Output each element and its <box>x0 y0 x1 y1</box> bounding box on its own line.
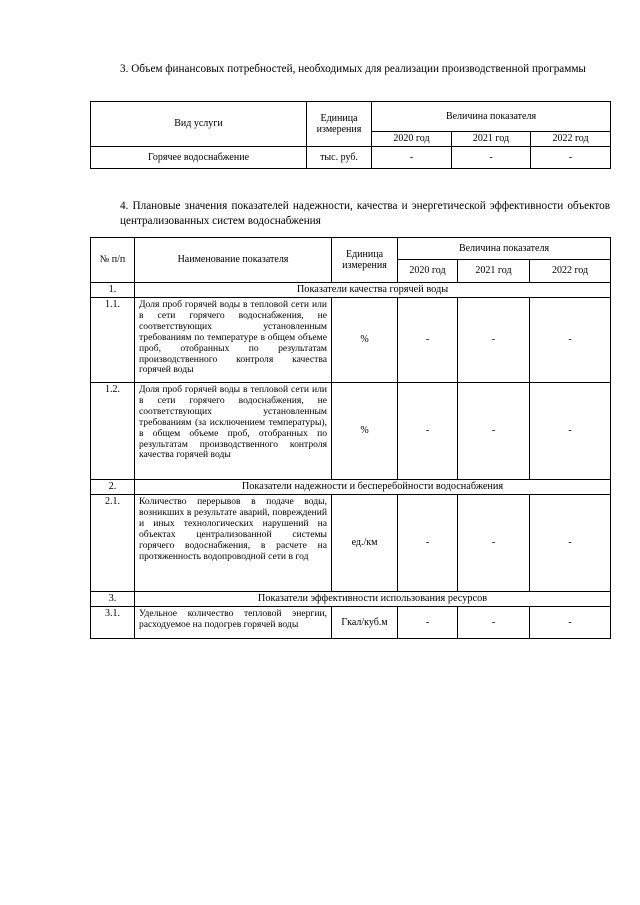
header-unit: Единица измерения <box>332 238 398 283</box>
section-number: 1. <box>91 283 135 298</box>
table-row <box>91 495 611 592</box>
header-year-2021: 2021 год <box>452 132 531 147</box>
row-number: 1.1. <box>91 298 135 383</box>
header-year-2021: 2021 год <box>458 260 530 283</box>
table-row <box>91 147 611 169</box>
value-cell: - <box>372 147 452 169</box>
header-year-2020: 2020 год <box>372 132 452 147</box>
section-title: Показатели эффективности использования ресурсов <box>135 592 611 607</box>
header-value: Величина показателя <box>372 102 611 132</box>
value-cell: - <box>398 607 458 639</box>
value-cell: - <box>530 298 611 383</box>
value-cell: - <box>398 495 458 592</box>
value-cell: - <box>452 147 531 169</box>
section-title: Показатели надежности и бесперебойности водоснабжения <box>135 480 611 495</box>
financial-needs-table <box>90 101 611 169</box>
header-year-2022: 2022 год <box>530 260 611 283</box>
section-title: Показатели качества горячей воды <box>135 283 611 298</box>
header-year-2022: 2022 год <box>531 132 611 147</box>
row-number: 2.1. <box>91 495 135 592</box>
unit-cell: % <box>332 298 398 383</box>
header-value: Величина показателя <box>398 238 611 260</box>
table-row <box>91 607 611 639</box>
section-3-heading <box>90 62 610 77</box>
value-cell: - <box>530 495 611 592</box>
indicators-table <box>90 237 611 639</box>
header-service: Вид услуги <box>91 102 307 147</box>
section-row <box>91 480 611 495</box>
header-year-2020: 2020 год <box>398 260 458 283</box>
section-number: 2. <box>91 480 135 495</box>
header-unit: Единица измерения <box>307 102 372 147</box>
table-row <box>91 383 611 480</box>
indicator-name: Доля проб горячей воды в тепловой сети или в сети горячего водоснабжения, не соответствующих установленным требованиям по температуре в общем объеме проб, отобранных по результатам производственного контроля качества горячей воды <box>135 298 332 383</box>
header-name: Наименование показателя <box>135 238 332 283</box>
indicator-name: Количество перерывов в подаче воды, возникших в результате аварий, повреждений и иных технологических нарушений на объектах централизованной системы горячего водоснабжения, в расчете на протяженность водопроводной сети в год <box>135 495 332 592</box>
value-cell: - <box>458 607 530 639</box>
indicator-name: Доля проб горячей воды в тепловой сети или в сети горячего водоснабжения, не соответствующих установленным требованиям (за исключением температуры), в общем объеме проб, отобранных по результатам производственного контроля качества горячей воды <box>135 383 332 480</box>
value-cell: - <box>458 495 530 592</box>
unit-cell: ед./км <box>332 495 398 592</box>
value-cell: - <box>398 383 458 480</box>
indicator-name: Удельное количество тепловой энергии, расходуемое на подогрев горячей воды <box>135 607 332 639</box>
unit-cell: % <box>332 383 398 480</box>
value-cell: - <box>530 383 611 480</box>
section-row <box>91 283 611 298</box>
value-cell: - <box>398 298 458 383</box>
section-number: 3. <box>91 592 135 607</box>
value-cell: - <box>530 607 611 639</box>
section-3-title: 3. Объем финансовых потребностей, необходимых для реализации производственной программы <box>120 63 586 75</box>
value-cell: - <box>458 383 530 480</box>
table-row <box>91 298 611 383</box>
value-cell: - <box>531 147 611 169</box>
header-num: № п/п <box>91 238 135 283</box>
unit-cell: Гкал/куб.м <box>332 607 398 639</box>
service-name: Горячее водоснабжение <box>91 147 307 169</box>
section-row <box>91 592 611 607</box>
row-number: 3.1. <box>91 607 135 639</box>
unit-cell: тыс. руб. <box>307 147 372 169</box>
row-number: 1.2. <box>91 383 135 480</box>
section-4-heading <box>90 199 610 228</box>
section-4-title: 4. Плановые значения показателей надежности, качества и энергетической эффективности объектов централизованных систем водоснабжения <box>120 200 610 227</box>
value-cell: - <box>458 298 530 383</box>
